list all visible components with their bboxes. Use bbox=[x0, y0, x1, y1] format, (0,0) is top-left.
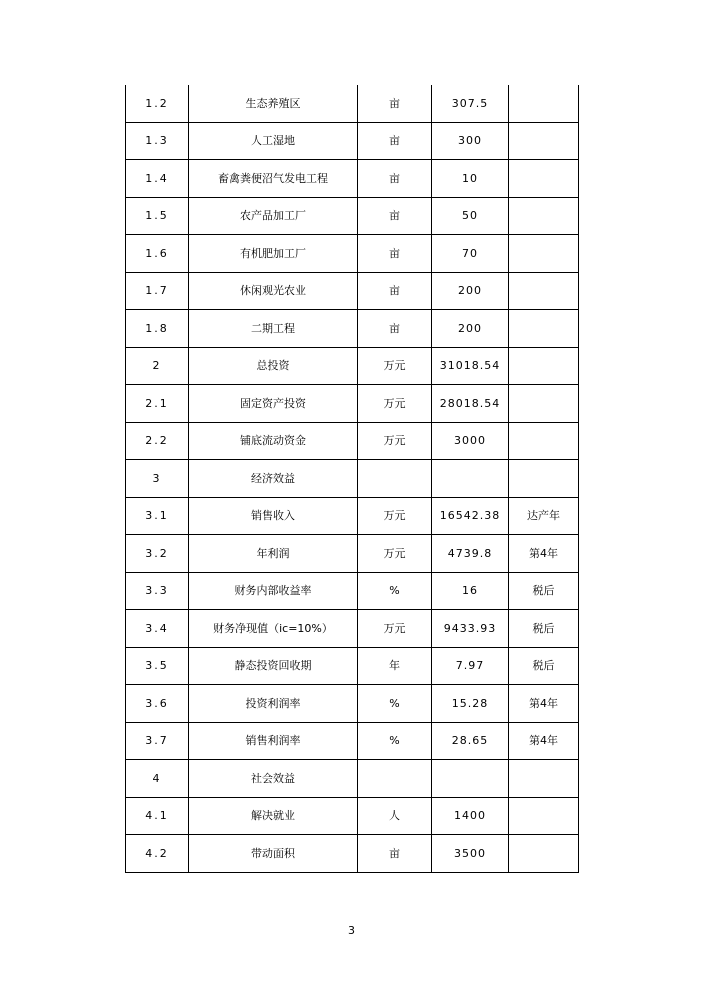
item-name: 静态投资回收期 bbox=[189, 647, 358, 685]
remark: 税后 bbox=[509, 610, 579, 648]
unit: 亩 bbox=[358, 85, 432, 122]
unit: % bbox=[358, 685, 432, 723]
remark: 第4年 bbox=[509, 722, 579, 760]
remark: 第4年 bbox=[509, 535, 579, 573]
row-number: 2.2 bbox=[126, 422, 189, 460]
quantity: 50 bbox=[432, 197, 509, 235]
row-number: 1.2 bbox=[126, 85, 189, 122]
quantity: 1400 bbox=[432, 797, 509, 835]
unit: 万元 bbox=[358, 610, 432, 648]
table-row bbox=[126, 572, 579, 610]
unit: % bbox=[358, 572, 432, 610]
table-row bbox=[126, 760, 579, 798]
remark bbox=[509, 797, 579, 835]
remark bbox=[509, 760, 579, 798]
unit: 亩 bbox=[358, 310, 432, 348]
table-row bbox=[126, 835, 579, 873]
row-number: 3.1 bbox=[126, 497, 189, 535]
quantity: 16 bbox=[432, 572, 509, 610]
quantity: 70 bbox=[432, 235, 509, 273]
row-number: 1.5 bbox=[126, 197, 189, 235]
row-number: 1.3 bbox=[126, 122, 189, 160]
remark bbox=[509, 460, 579, 498]
quantity: 4739.8 bbox=[432, 535, 509, 573]
table-row bbox=[126, 535, 579, 573]
unit: 万元 bbox=[358, 385, 432, 423]
remark bbox=[509, 235, 579, 273]
unit: 亩 bbox=[358, 272, 432, 310]
row-number: 4.1 bbox=[126, 797, 189, 835]
table-row bbox=[126, 685, 579, 723]
row-number: 2.1 bbox=[126, 385, 189, 423]
unit bbox=[358, 760, 432, 798]
indicator-table bbox=[125, 85, 579, 873]
row-number: 3.6 bbox=[126, 685, 189, 723]
remark bbox=[509, 385, 579, 423]
quantity: 16542.38 bbox=[432, 497, 509, 535]
table-row bbox=[126, 610, 579, 648]
unit: 亩 bbox=[358, 235, 432, 273]
table-row bbox=[126, 272, 579, 310]
unit bbox=[358, 460, 432, 498]
table-row bbox=[126, 385, 579, 423]
unit: 人 bbox=[358, 797, 432, 835]
row-number: 3.7 bbox=[126, 722, 189, 760]
table-row bbox=[126, 422, 579, 460]
item-name: 解决就业 bbox=[189, 797, 358, 835]
table-row bbox=[126, 647, 579, 685]
unit: 亩 bbox=[358, 835, 432, 873]
quantity: 28018.54 bbox=[432, 385, 509, 423]
unit: 万元 bbox=[358, 535, 432, 573]
row-number: 4.2 bbox=[126, 835, 189, 873]
remark bbox=[509, 160, 579, 198]
table-row bbox=[126, 460, 579, 498]
remark: 第4年 bbox=[509, 685, 579, 723]
remark bbox=[509, 272, 579, 310]
item-name: 固定资产投资 bbox=[189, 385, 358, 423]
table-row bbox=[126, 310, 579, 348]
quantity: 10 bbox=[432, 160, 509, 198]
item-name: 销售利润率 bbox=[189, 722, 358, 760]
quantity: 31018.54 bbox=[432, 347, 509, 385]
remark: 税后 bbox=[509, 647, 579, 685]
row-number: 3.4 bbox=[126, 610, 189, 648]
unit: % bbox=[358, 722, 432, 760]
table-row bbox=[126, 347, 579, 385]
table-row bbox=[126, 197, 579, 235]
quantity: 300 bbox=[432, 122, 509, 160]
unit: 年 bbox=[358, 647, 432, 685]
item-name: 人工湿地 bbox=[189, 122, 358, 160]
remark bbox=[509, 310, 579, 348]
quantity bbox=[432, 460, 509, 498]
quantity bbox=[432, 760, 509, 798]
table-row bbox=[126, 497, 579, 535]
item-name: 休闲观光农业 bbox=[189, 272, 358, 310]
table-row bbox=[126, 797, 579, 835]
quantity: 307.5 bbox=[432, 85, 509, 122]
quantity: 3000 bbox=[432, 422, 509, 460]
remark bbox=[509, 347, 579, 385]
remark bbox=[509, 197, 579, 235]
quantity: 200 bbox=[432, 310, 509, 348]
remark bbox=[509, 85, 579, 122]
item-name: 年利润 bbox=[189, 535, 358, 573]
unit: 万元 bbox=[358, 347, 432, 385]
remark: 达产年 bbox=[509, 497, 579, 535]
item-name: 畜禽粪便沼气发电工程 bbox=[189, 160, 358, 198]
item-name: 投资利润率 bbox=[189, 685, 358, 723]
page-number: 3 bbox=[348, 924, 355, 937]
item-name: 总投资 bbox=[189, 347, 358, 385]
item-name: 销售收入 bbox=[189, 497, 358, 535]
quantity: 28.65 bbox=[432, 722, 509, 760]
item-name: 社会效益 bbox=[189, 760, 358, 798]
item-name: 生态养殖区 bbox=[189, 85, 358, 122]
row-number: 3.3 bbox=[126, 572, 189, 610]
unit: 万元 bbox=[358, 422, 432, 460]
table-row bbox=[126, 122, 579, 160]
item-name: 有机肥加工厂 bbox=[189, 235, 358, 273]
unit: 亩 bbox=[358, 122, 432, 160]
row-number: 4 bbox=[126, 760, 189, 798]
quantity: 3500 bbox=[432, 835, 509, 873]
unit: 亩 bbox=[358, 160, 432, 198]
row-number: 2 bbox=[126, 347, 189, 385]
row-number: 1.4 bbox=[126, 160, 189, 198]
quantity: 200 bbox=[432, 272, 509, 310]
item-name: 二期工程 bbox=[189, 310, 358, 348]
table-row bbox=[126, 85, 579, 122]
quantity: 9433.93 bbox=[432, 610, 509, 648]
remark bbox=[509, 122, 579, 160]
remark: 税后 bbox=[509, 572, 579, 610]
item-name: 带动面积 bbox=[189, 835, 358, 873]
quantity: 15.28 bbox=[432, 685, 509, 723]
row-number: 3.5 bbox=[126, 647, 189, 685]
row-number: 3.2 bbox=[126, 535, 189, 573]
table-row bbox=[126, 235, 579, 273]
quantity: 7.97 bbox=[432, 647, 509, 685]
remark bbox=[509, 835, 579, 873]
table-row bbox=[126, 722, 579, 760]
item-name: 财务净现值（ic=10%） bbox=[189, 610, 358, 648]
item-name: 经济效益 bbox=[189, 460, 358, 498]
item-name: 铺底流动资金 bbox=[189, 422, 358, 460]
row-number: 1.8 bbox=[126, 310, 189, 348]
item-name: 财务内部收益率 bbox=[189, 572, 358, 610]
remark bbox=[509, 422, 579, 460]
row-number: 3 bbox=[126, 460, 189, 498]
item-name: 农产品加工厂 bbox=[189, 197, 358, 235]
table-row bbox=[126, 160, 579, 198]
unit: 亩 bbox=[358, 197, 432, 235]
unit: 万元 bbox=[358, 497, 432, 535]
row-number: 1.6 bbox=[126, 235, 189, 273]
row-number: 1.7 bbox=[126, 272, 189, 310]
